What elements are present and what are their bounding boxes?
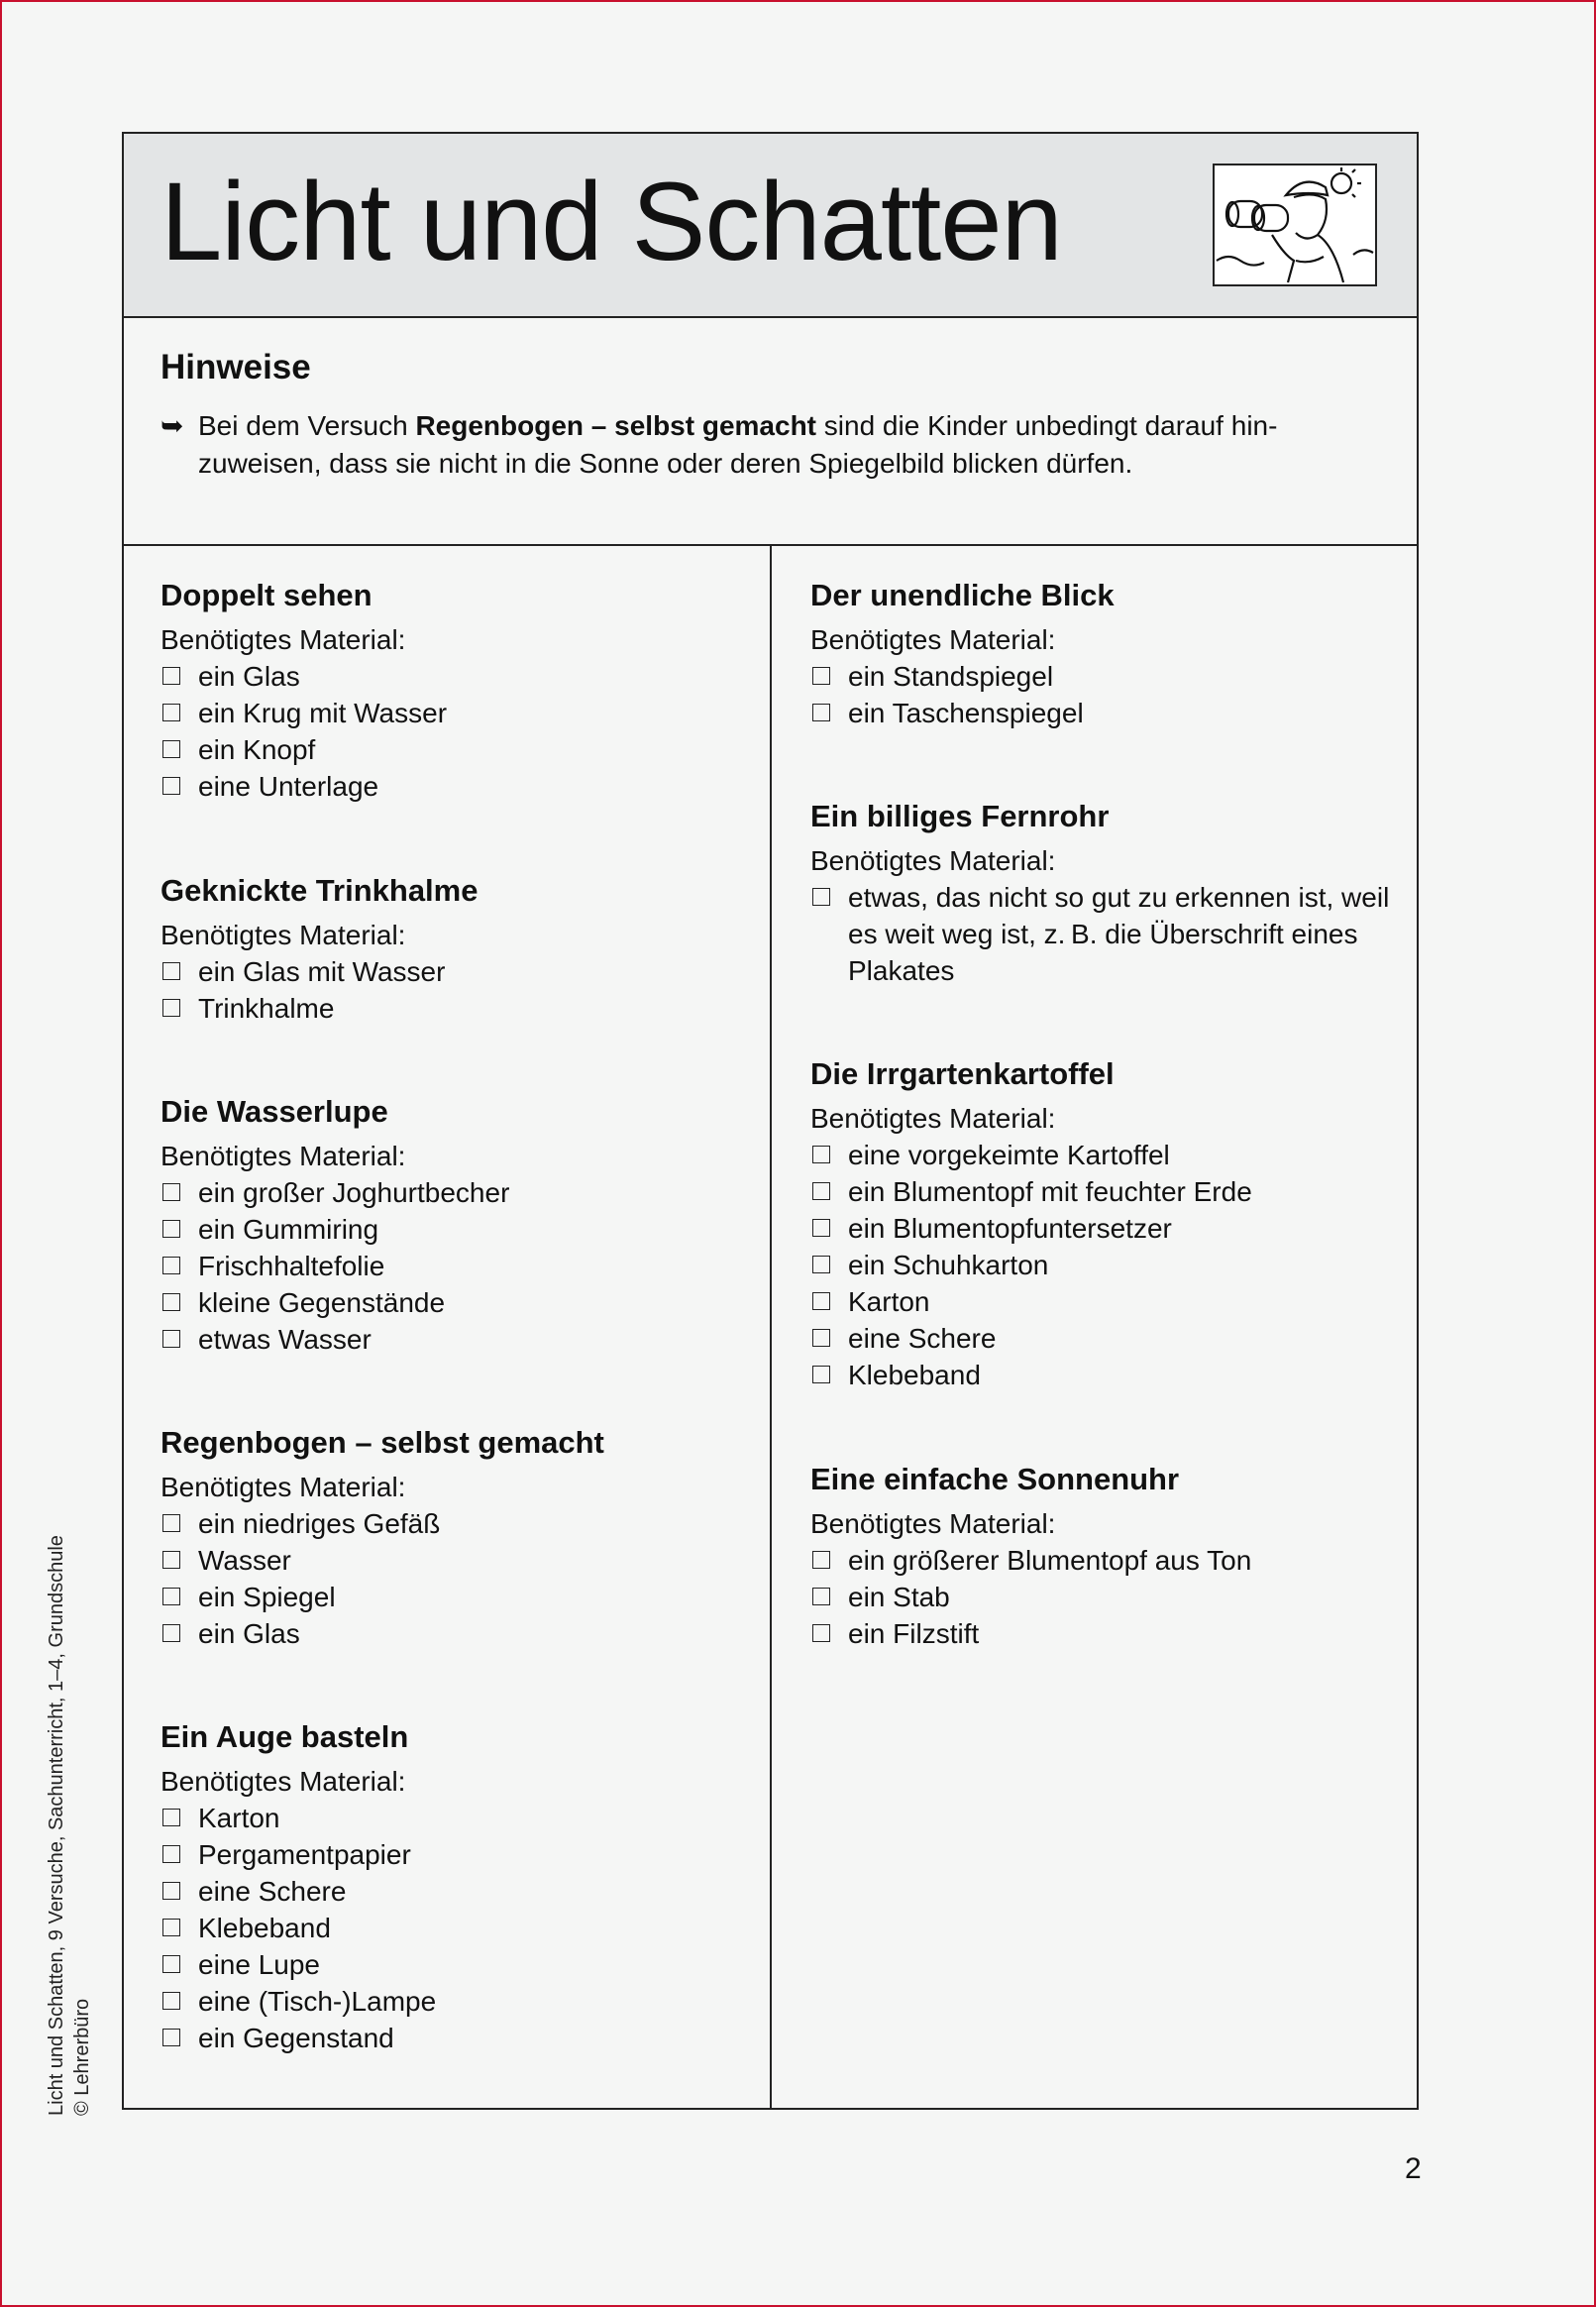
- experiment-title: Die Wasserlupe: [160, 1094, 388, 1129]
- material-label: Benötigtes Material:: [160, 1141, 406, 1171]
- checkbox-icon: [812, 704, 830, 721]
- checklist-item: eine vorgekeimte Kartoffel: [810, 1137, 1397, 1173]
- material-label: Benötigtes Material:: [810, 1508, 1056, 1539]
- checklist-item: etwas Wasser: [160, 1321, 750, 1358]
- checkbox-icon: [162, 667, 180, 685]
- material-label: Benötigtes Material:: [160, 920, 406, 950]
- checkbox-icon: [812, 1292, 830, 1310]
- checkbox-icon: [162, 704, 180, 721]
- hints-heading: Hinweise: [160, 348, 311, 386]
- checklist-item: etwas, das nicht so gut zu erkennen ist, weil es weit weg ist, z. B. die Überschrift eines Plakates: [810, 879, 1403, 989]
- right-column: [772, 546, 1417, 2108]
- checklist-item: ein Glas: [160, 658, 750, 695]
- checklist-item: ein Knopf: [160, 731, 750, 768]
- checkbox-icon: [162, 1809, 180, 1826]
- checkbox-icon: [162, 1845, 180, 1863]
- binoculars-illustration-icon: [1213, 164, 1377, 286]
- experiment-section: [810, 797, 1397, 989]
- checkbox-icon: [812, 1146, 830, 1163]
- checkbox-icon: [162, 777, 180, 795]
- material-label: Benötigtes Material:: [160, 1472, 406, 1502]
- checkbox-icon: [812, 1624, 830, 1642]
- experiment-title: Ein billiges Fernrohr: [810, 799, 1110, 833]
- experiment-section: [160, 871, 750, 1027]
- experiment-title: Der unendliche Blick: [810, 578, 1115, 612]
- material-label: Benötigtes Material:: [810, 624, 1056, 655]
- checkbox-icon: [812, 1588, 830, 1605]
- checklist-item: ein Standspiegel: [810, 658, 1397, 695]
- checklist-item: Karton: [810, 1283, 1397, 1320]
- checklist-item: ein Glas: [160, 1615, 750, 1652]
- checkbox-icon: [162, 2029, 180, 2046]
- checklist-item: ein Glas mit Wasser: [160, 953, 750, 990]
- checklist-item: eine Lupe: [160, 1946, 750, 1983]
- checkbox-icon: [162, 1183, 180, 1201]
- checklist-item: ein Schuhkarton: [810, 1247, 1397, 1283]
- checklist-item: ein Blumentopf mit feuchter Erde: [810, 1173, 1397, 1210]
- checkbox-icon: [162, 1992, 180, 2010]
- checklist-item: eine Schere: [810, 1320, 1397, 1357]
- checkbox-icon: [162, 740, 180, 758]
- arrow-right-icon: ➥: [160, 410, 184, 441]
- checkbox-icon: [162, 999, 180, 1017]
- material-label: Benötigtes Material:: [160, 624, 406, 655]
- experiment-section: [160, 1092, 750, 1358]
- checkbox-icon: [162, 1624, 180, 1642]
- checkbox-icon: [162, 1220, 180, 1238]
- checklist-item: ein Krug mit Wasser: [160, 695, 750, 731]
- checklist-item: ein großer Joghurtbecher: [160, 1174, 750, 1211]
- checklist-item: ein größerer Blumentopf aus Ton: [810, 1542, 1397, 1579]
- checkbox-icon: [162, 1293, 180, 1311]
- checkbox-icon: [812, 667, 830, 685]
- checkbox-icon: [812, 1551, 830, 1569]
- header-band: [124, 134, 1417, 318]
- checklist-item: ein Blumentopfuntersetzer: [810, 1210, 1397, 1247]
- page-number: 2: [1405, 2152, 1422, 2185]
- experiment-section: [160, 1717, 750, 2056]
- hint-paragraph: Bei dem Versuch Regenbogen – selbst gemacht sind die Kinder unbedingt darauf hin-zuweisen, dass sie nicht in die Sonne oder deren Spiegelbild blicken dürfen.: [198, 410, 1278, 479]
- checkbox-icon: [162, 1551, 180, 1569]
- checkbox-icon: [162, 1955, 180, 1973]
- hint-text: [160, 407, 1349, 483]
- checklist-item: Trinkhalme: [160, 990, 750, 1027]
- worksheet-box: [122, 132, 1419, 2110]
- experiment-title: Regenbogen – selbst gemacht: [160, 1425, 604, 1460]
- checkbox-icon: [162, 1919, 180, 1936]
- checklist-item: ein Taschenspiegel: [810, 695, 1397, 731]
- material-label: Benötigtes Material:: [160, 1766, 406, 1797]
- hints-section: [124, 318, 1417, 546]
- checklist-item: Pergamentpapier: [160, 1836, 750, 1873]
- checkbox-icon: [162, 1257, 180, 1274]
- hint-emphasis: Regenbogen – selbst gemacht: [415, 410, 816, 441]
- checkbox-icon: [812, 1219, 830, 1237]
- checklist-item: Wasser: [160, 1542, 750, 1579]
- experiment-title: Die Irrgartenkartoffel: [810, 1056, 1115, 1091]
- checkbox-icon: [162, 1514, 180, 1532]
- experiment-section: [810, 576, 1397, 731]
- checklist-item: Frischhaltefolie: [160, 1248, 750, 1284]
- experiment-section: [160, 1423, 750, 1652]
- left-column: [124, 546, 772, 2108]
- checkbox-icon: [812, 1366, 830, 1383]
- experiment-title: Ein Auge basteln: [160, 1719, 409, 1754]
- experiment-title: Geknickte Trinkhalme: [160, 873, 479, 908]
- experiment-section: [810, 1054, 1397, 1393]
- material-label: Benötigtes Material:: [810, 1103, 1056, 1134]
- checkbox-icon: [162, 1588, 180, 1605]
- checklist-item: ein Spiegel: [160, 1579, 750, 1615]
- checkbox-icon: [162, 1882, 180, 1900]
- checkbox-icon: [812, 1256, 830, 1273]
- checklist-item: Klebeband: [160, 1910, 750, 1946]
- copyright-line: © Lehrerbüro: [71, 1998, 93, 2116]
- page-title: Licht und Schatten: [160, 160, 1062, 283]
- checkbox-icon: [162, 962, 180, 980]
- experiment-section: [160, 576, 750, 805]
- checkbox-icon: [812, 1329, 830, 1347]
- checklist-item: ein Gummiring: [160, 1211, 750, 1248]
- copyright-note: [44, 1535, 95, 2116]
- material-label: Benötigtes Material:: [810, 845, 1056, 876]
- checklist-item: eine Unterlage: [160, 768, 750, 805]
- checklist-item: ein Filzstift: [810, 1615, 1397, 1652]
- checklist-item: ein Gegenstand: [160, 2020, 750, 2056]
- checklist-item: Klebeband: [810, 1357, 1397, 1393]
- checklist-item: ein Stab: [810, 1579, 1397, 1615]
- experiment-title: Doppelt sehen: [160, 578, 372, 612]
- checklist-item: ein niedriges Gefäß: [160, 1505, 750, 1542]
- checklist-item: Karton: [160, 1800, 750, 1836]
- checkbox-icon: [162, 1330, 180, 1348]
- source-line: Licht und Schatten, 9 Versuche, Sachunterricht, 1–4, Grundschule: [46, 1535, 67, 2116]
- checklist-item: eine Schere: [160, 1873, 750, 1910]
- checklist-item: eine (Tisch-)Lampe: [160, 1983, 750, 2020]
- checkbox-icon: [812, 1182, 830, 1200]
- checklist-item: kleine Gegenstände: [160, 1284, 750, 1321]
- checkbox-icon: [812, 888, 830, 906]
- experiment-title: Eine einfache Sonnenuhr: [810, 1462, 1180, 1496]
- experiment-section: [810, 1460, 1397, 1652]
